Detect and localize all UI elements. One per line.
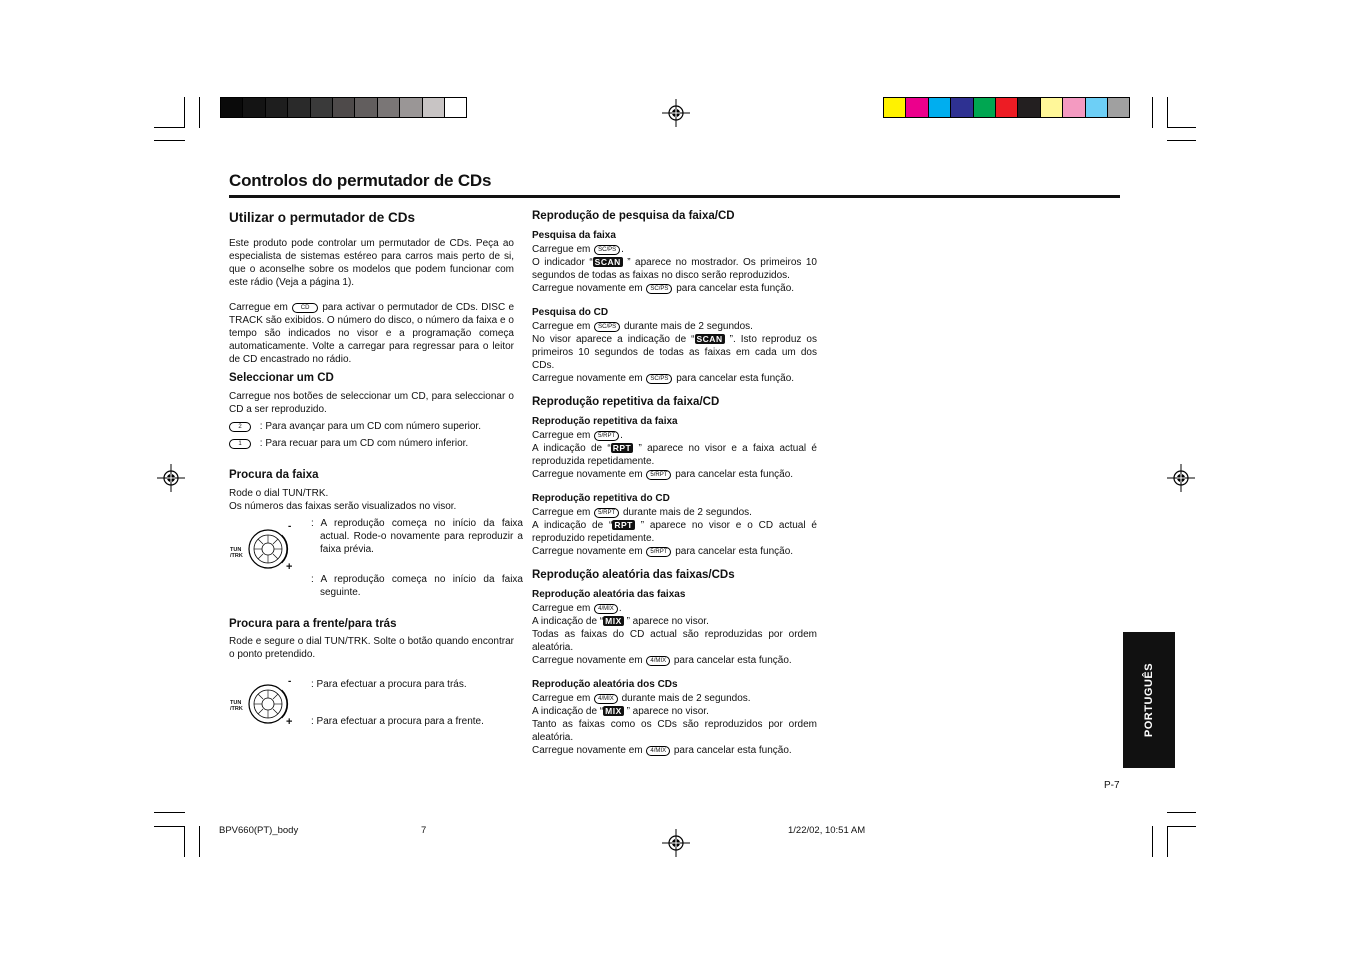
subheading-search: Procura para a frente/para trás	[229, 618, 397, 630]
minor-heading: Reprodução repetitiva da faixa	[532, 416, 678, 427]
color-swatch	[1040, 97, 1063, 118]
color-swatch	[399, 97, 422, 118]
color-swatch	[883, 97, 906, 118]
intro-paragraph: Este produto pode controlar um permutador de CDs. Peça ao especialista de sistemas estéreo para carros mais perto de si, que o aconselhe sobre os modelos que podem funcionar com este rádio (Veja a página 1).	[229, 238, 514, 288]
search-text: Rode e segure o dial TUN/TRK. Solte o botão quando encontrar o ponto pretendido.	[229, 636, 514, 660]
color-swatch	[950, 97, 973, 118]
mix-button[interactable]: 4/MIX	[646, 746, 670, 756]
color-swatch	[1085, 97, 1108, 118]
color-swatch	[265, 97, 288, 118]
registration-mark-icon	[662, 829, 690, 857]
tun-trk-dial[interactable]	[229, 676, 299, 730]
dial-plus-label: +	[286, 561, 293, 573]
rpt-button[interactable]: 5/RPT	[646, 470, 671, 480]
registration-mark-icon	[662, 99, 690, 127]
color-swatch	[287, 97, 310, 118]
sc-ps-button[interactable]: SC/PS	[646, 284, 672, 294]
language-tab-label: PORTUGUÊS	[1143, 662, 1155, 738]
disc-2-button[interactable]: 2	[229, 422, 251, 432]
press-label: Carregue em	[229, 302, 288, 313]
tun-trk-dial[interactable]	[229, 521, 299, 575]
scan-track-block: Carregue em SC/PS . O indicador “ SCAN ” aparece no mostrador. Os primeiros 10 segundos de todas as faixas no disco serão reproduzidos. Carregue novamente em SC/PS para cancelar esta função.	[532, 244, 817, 294]
mix-button[interactable]: 4/MIX	[594, 694, 618, 704]
language-tab	[1123, 632, 1175, 768]
page-number: P-7	[1104, 780, 1120, 791]
track-plus-text: : A reprodução começa no início da faixa seguinte.	[311, 574, 523, 598]
mix-button[interactable]: 4/MIX	[594, 604, 618, 614]
cd-down-text: : Para recuar para um CD com número inferior.	[259, 438, 469, 449]
cd-up-row	[229, 420, 519, 433]
color-swatch	[377, 97, 400, 118]
color-swatch	[422, 97, 445, 118]
rpt-indicator: RPT	[612, 443, 632, 453]
cd-text: para activar o permutador de CDs. DISC e TRACK são exibidos. O número do disco, o número da faixa e o tempo são indicados no visor e a programação começa automaticamente. Volte a carregar para regressar para o leitor de CD encastrado no rádio.	[229, 302, 515, 365]
cd-down-row	[229, 437, 519, 450]
mix-indicator: MIX	[605, 616, 622, 626]
title-rule	[229, 195, 1120, 198]
color-swatch	[905, 97, 928, 118]
scan-indicator: SCAN	[594, 257, 621, 267]
rpt-button[interactable]: 5/RPT	[646, 547, 671, 557]
minor-heading: Reprodução repetitiva do CD	[532, 493, 670, 504]
color-swatch	[220, 97, 243, 118]
page-title: Controlos do permutador de CDs	[229, 171, 492, 190]
color-swatch	[310, 97, 333, 118]
cd-up-text: : Para avançar para um CD com número superior.	[259, 421, 481, 432]
disc-1-button[interactable]: 1	[229, 439, 251, 449]
mix-button[interactable]: 4/MIX	[646, 656, 670, 666]
minor-heading: Reprodução aleatória dos CDs	[532, 679, 678, 690]
track-line-1: Rode o dial TUN/TRK.	[229, 488, 329, 499]
scan-indicator: SCAN	[696, 334, 723, 344]
mix-indicator: MIX	[605, 706, 622, 716]
dial-label: TUN /TRK	[230, 547, 243, 559]
track-line-2: Os números das faixas serão visualizados no visor.	[229, 501, 457, 512]
sc-ps-button[interactable]: SC/PS	[594, 245, 620, 255]
scan-cd-block: Carregue em SC/PS durante mais de 2 segundos. No visor aparece a indicação de “ SCAN ”. Isto reproduz os primeiros 10 segundos de todas as faixas em cada um dos CDs. Carregue novamente em SC/PS para cancelar esta função.	[532, 321, 817, 384]
color-swatch	[354, 97, 377, 118]
rpt-indicator: RPT	[614, 520, 633, 530]
color-swatch	[444, 97, 467, 118]
minor-heading: Pesquisa da faixa	[532, 230, 616, 241]
random-cd-block: Carregue em 4/MIX durante mais de 2 segundos. A indicação de “ MIX ” aparece no visor. Tanto as faixas como os CDs são reproduzidos por ordem aleatória. Carregue novamente em 4/MIX para cancelar esta função.	[532, 693, 817, 756]
cd-button[interactable]: CD	[292, 303, 318, 313]
registration-mark-icon	[1167, 464, 1195, 492]
footer-page: 7	[421, 825, 427, 836]
repeat-cd-block: Carregue em 5/RPT durante mais de 2 segundos. A indicação de “ RPT ” aparece no visor e o CD actual é reproduzido repetidamente. Carregue novamente em 5/RPT para cancelar esta função.	[532, 507, 817, 557]
subheading-select: Seleccionar um CD	[229, 372, 334, 384]
select-text: Carregue nos botões de seleccionar um CD, para seleccionar o CD a ser reproduzido.	[229, 391, 514, 415]
track-minus-text: : A reprodução começa no início da faixa actual. Rode-o novamente para reproduzir a faixa prévia.	[311, 518, 523, 555]
footer-date: 1/22/02, 10:51 AM	[788, 825, 866, 836]
rpt-button[interactable]: 5/RPT	[594, 508, 619, 518]
subheading-track: Procura da faixa	[229, 469, 319, 481]
dial-minus-label: -	[288, 521, 292, 532]
repeat-track-block: Carregue em 5/RPT . A indicação de “ RPT ” aparece no visor e a faixa actual é reproduzida repetidamente. Carregue novamente em 5/RPT para cancelar esta função.	[532, 430, 817, 480]
color-swatch	[332, 97, 355, 118]
color-swatch	[973, 97, 996, 118]
dial-minus-label: -	[288, 676, 292, 687]
subheading-repeat: Reprodução repetitiva da faixa/CD	[532, 396, 720, 408]
color-swatch	[1062, 97, 1085, 118]
color-swatch	[995, 97, 1018, 118]
color-swatch	[242, 97, 265, 118]
cd-paragraph	[229, 301, 514, 366]
rpt-button[interactable]: 5/RPT	[594, 431, 619, 441]
registration-mark-icon	[157, 464, 185, 492]
section-heading: Utilizar o permutador de CDs	[229, 210, 416, 225]
minor-heading: Reprodução aleatória das faixas	[532, 589, 686, 600]
random-track-block: Carregue em 4/MIX . A indicação de “ MIX ” aparece no visor. Todas as faixas do CD actual são reproduzidas por ordem aleatória. Carregue novamente em 4/MIX para cancelar esta função.	[532, 603, 817, 666]
footer-file: BPV660(PT)_body	[219, 825, 299, 836]
dial-plus-label: +	[286, 716, 293, 728]
sc-ps-button[interactable]: SC/PS	[594, 322, 620, 332]
subheading-random: Reprodução aleatória das faixas/CDs	[532, 569, 735, 581]
sc-ps-button[interactable]: SC/PS	[646, 374, 672, 384]
color-swatch	[1107, 97, 1130, 118]
search-minus-text: : Para efectuar a procura para trás.	[311, 679, 467, 690]
subheading-scan: Reprodução de pesquisa da faixa/CD	[532, 210, 735, 222]
search-plus-text: : Para efectuar a procura para a frente.	[311, 716, 484, 727]
dial-label: TUN /TRK	[230, 700, 243, 712]
color-swatch	[928, 97, 951, 118]
minor-heading: Pesquisa do CD	[532, 307, 609, 318]
color-swatch	[1017, 97, 1040, 118]
